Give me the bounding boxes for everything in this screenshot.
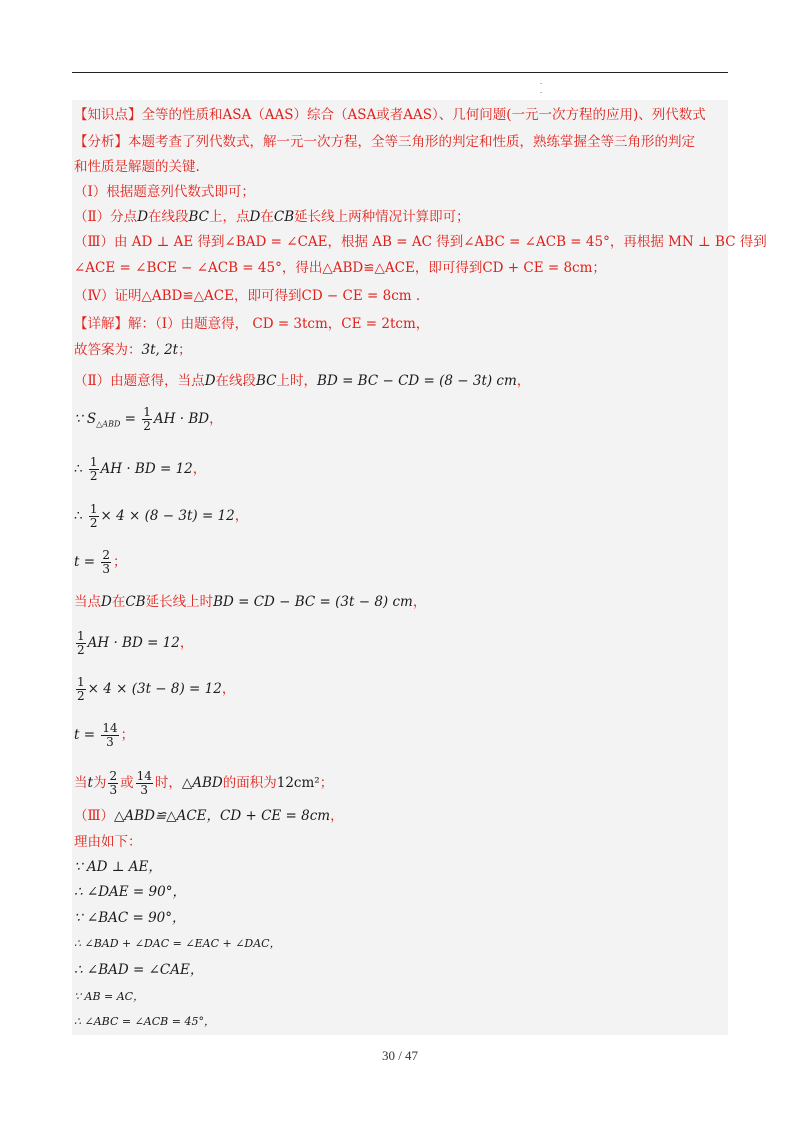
step-3-hint-2: ∠ACE = ∠BCE − ∠ACB = 45°，得出△ABD≌△ACE，即可得到CD + CE = 8cm；: [74, 260, 606, 276]
proof-step-4: ∴ ∠BAD + ∠DAC = ∠EAC + ∠DAC，: [74, 937, 281, 950]
proof-step-7: ∴ ∠ABC = ∠ACB = 45°，: [74, 1015, 215, 1028]
knowledge-point-line: 【知识点】全等的性质和ASA（AAS）综合（ASA或者AAS）、几何问题(一元一次方程的应用)、列代数式: [74, 107, 706, 123]
page-number: 30 / 47: [381, 1048, 419, 1063]
step-2-hint: （Ⅱ）分点D在线段BC上，点D在CB延长线上两种情况计算即可；: [74, 209, 470, 225]
step-4-hint: （Ⅳ）证明△ABD≌△ACE，即可得到CD − CE = 8cm .: [74, 288, 421, 304]
header-rule: [72, 72, 728, 73]
answer-1-line: 故答案为：3t, 2t；: [74, 342, 192, 358]
equation-line-4: $\frac{1}{2}$ × 4 × (3t − 8) = 12，: [77, 675, 236, 703]
part-2-case-1: （Ⅱ）由题意得，当点D在线段BC上时，BD = BC − CD = (8 − 3t) cm，: [74, 373, 531, 389]
equation-line-3: $\frac{1}{2}$ AH · BD = 12，: [77, 629, 194, 657]
reason-heading: 理由如下：: [74, 834, 142, 850]
solution-t-2: t = $\frac{14}{3}$ ；: [74, 721, 135, 749]
part-2-case-2: 当点D在CB延长线上时BD = CD − BC = (3t − 8) cm，: [74, 594, 427, 610]
solution-content: [72, 100, 767, 1035]
part-3-claim: （Ⅲ）△ABD≌△ACE，CD + CE = 8cm，: [74, 808, 344, 824]
header-marks: · ·: [540, 80, 543, 97]
proof-step-2: ∴ ∠DAE = 90°，: [74, 884, 186, 900]
solution-t-1: t = $\frac{2}{3}$ ；: [74, 548, 127, 576]
step-3-hint: （Ⅲ）由 AD ⊥ AE 得到∠BAD = ∠CAE，根据 AB = AC 得到∠ABC = ∠ACB = 45°，再根据 MN ⊥ BC 得到: [74, 234, 767, 250]
proof-step-1: ∵ AD ⊥ AE，: [74, 859, 162, 875]
detail-line: 【详解】解：（Ⅰ）由题意得， CD = 3tcm，CE = 2tcm，: [74, 316, 430, 332]
proof-step-5: ∴ ∠BAD = ∠CAE，: [74, 962, 204, 978]
area-formula-line: ∵ $S_{\triangle ABD}$ = $\frac{1}{2}$ AH · BD，: [74, 405, 223, 433]
proof-step-6: ∵ AB = AC，: [74, 990, 145, 1003]
equation-line-1: ∴ $\frac{1}{2}$ AH · BD = 12，: [74, 455, 207, 483]
analysis-line: 【分析】本题考查了列代数式，解一元一次方程，全等三角形的判定和性质，熟练掌握全等三角形的判定: [74, 134, 695, 150]
analysis-line-2: 和性质是解题的关键.: [74, 159, 200, 175]
step-1-hint: （Ⅰ）根据题意列代数式即可；: [74, 184, 255, 200]
proof-step-3: ∵ ∠BAC = 90°，: [74, 910, 186, 926]
equation-line-2: ∴ $\frac{1}{2}$ × 4 × (8 − 3t) = 12，: [74, 502, 249, 530]
part-2-conclusion: 当t为 $\frac{2}{3}$ 或 $\frac{14}{3}$ 时，△ABD的面积为12cm²；: [74, 769, 334, 797]
